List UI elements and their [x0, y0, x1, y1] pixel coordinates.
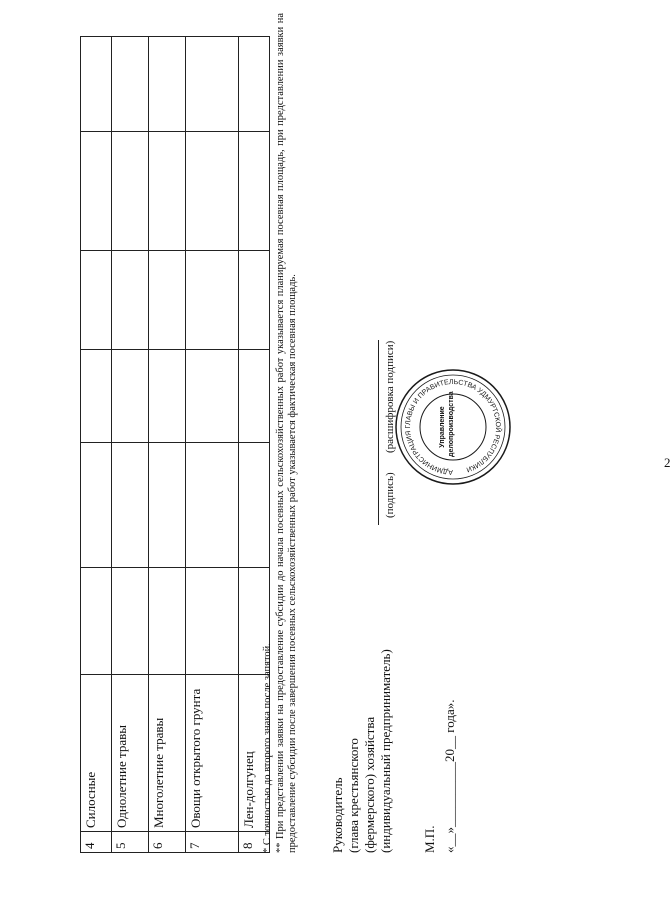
- svg-text:АДМИНИСТРАЦИЯ ГЛАВЫ И ПРАВИТЕЛ: АДМИНИСТРАЦИЯ ГЛАВЫ И ПРАВИТЕЛЬСТВА УДМУРТСКОЙ РЕСПУБЛИКИ: [404, 378, 502, 476]
- official-stamp: [393, 367, 513, 487]
- empty-cell: [149, 132, 186, 251]
- decode-line: [378, 340, 379, 455]
- crops-table: [80, 36, 270, 853]
- seal-label: М.П.: [422, 825, 437, 853]
- empty-cell: [81, 350, 112, 443]
- empty-cell: [149, 251, 186, 350]
- date-line: «__»__________20__ года».: [442, 699, 457, 853]
- crop-name: Силосные: [81, 675, 112, 832]
- empty-cell: [112, 37, 149, 132]
- empty-cell: [81, 568, 112, 675]
- crop-name: Многолетние травы: [149, 675, 186, 832]
- table-row: [112, 37, 149, 853]
- stamp-icon: [393, 367, 513, 487]
- table-row: [186, 37, 239, 853]
- empty-cell: [186, 443, 239, 568]
- signer-title-line2: (глава крестьянского: [346, 738, 361, 853]
- empty-cell: [149, 37, 186, 132]
- empty-cell: [112, 132, 149, 251]
- signature-line: [378, 455, 379, 525]
- signer-title-line4: (индивидуальный предприниматель): [378, 649, 393, 853]
- empty-cell: [81, 443, 112, 568]
- empty-cell: [186, 132, 239, 251]
- signature-block: [330, 649, 394, 853]
- empty-cell: [81, 132, 112, 251]
- signer-title-line3: (фермерского) хозяйства: [362, 716, 377, 853]
- table-row: [149, 37, 186, 853]
- empty-cell: [149, 568, 186, 675]
- empty-cell: [112, 350, 149, 443]
- signature-caption: (подпись): [384, 472, 396, 518]
- empty-cell: [186, 568, 239, 675]
- seal-date-block: [420, 699, 460, 853]
- row-number: 7: [186, 832, 239, 853]
- stamp-center-text: Управление делопроизводства: [439, 391, 455, 457]
- row-number: 6: [149, 832, 186, 853]
- decode-caption: (расшифровка подписи): [384, 340, 396, 453]
- footnotes: [262, 13, 300, 853]
- crop-name: Однолетние травы: [112, 675, 149, 832]
- crop-name: Лен-долгунец: [239, 675, 270, 832]
- empty-cell: [186, 350, 239, 443]
- empty-cell: [81, 37, 112, 132]
- empty-cell: [81, 251, 112, 350]
- empty-cell: [112, 568, 149, 675]
- crop-name: Овощи открытого грунта: [186, 675, 239, 832]
- page-number: 2: [664, 455, 671, 470]
- empty-cell: [149, 350, 186, 443]
- table-row: [81, 37, 112, 853]
- empty-cell: [112, 251, 149, 350]
- empty-cell: [112, 443, 149, 568]
- footnote-precision: * С точностью до второго знака после запятой.: [262, 643, 273, 853]
- row-number: 5: [112, 832, 149, 853]
- empty-cell: [186, 251, 239, 350]
- empty-cell: [186, 37, 239, 132]
- row-number: 8: [239, 832, 270, 853]
- footnote-sowing-area: ** При представлении заявки на предоставление субсидии до начала посевных сельскохозяйственных работ указывается планируемая посевная площадь, при представлении заявки на предоставление субсидии после завершения посевных сельскохозяйственных работ указывается фактическая посевная площадь.: [274, 13, 298, 853]
- empty-cell: [149, 443, 186, 568]
- signer-title: Руководитель: [330, 777, 345, 853]
- row-number: 4: [81, 832, 112, 853]
